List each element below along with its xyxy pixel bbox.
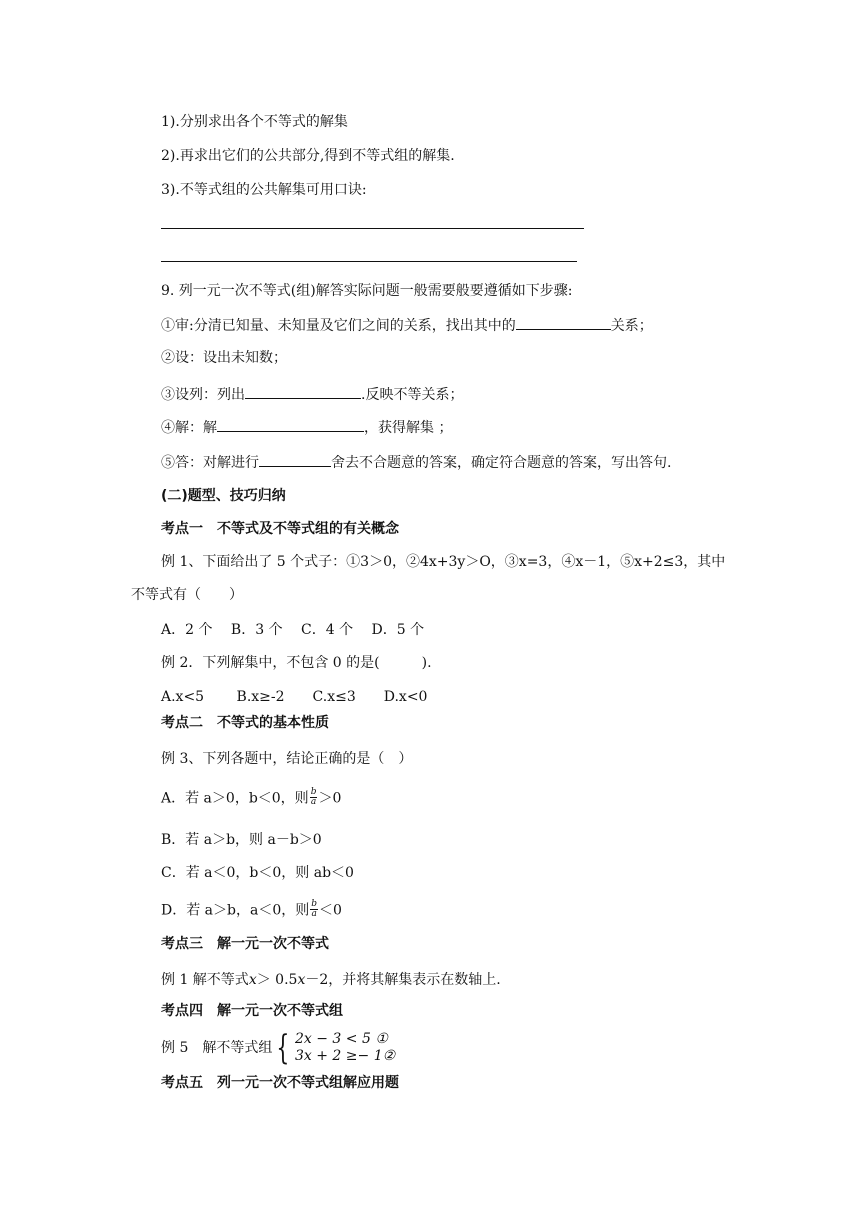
shen-blank xyxy=(516,315,611,330)
kd3-example-text-b: ＞ 0.5 xyxy=(256,972,298,988)
kd2-example-3: 例 3、下列各题中，结论正确的是（ ） xyxy=(161,751,413,767)
jie-text-b: ，获得解集 ； xyxy=(364,420,453,436)
shen-text-b: 关系； xyxy=(610,318,653,334)
kd2-heading: 考点二 不等式的基本性质 xyxy=(161,715,329,731)
variable-x: x xyxy=(297,972,306,988)
kd2-option-c: C．若 a＜0，b＜0，则 ab＜0 xyxy=(161,865,354,881)
kd1-example-1-line-2: 不等式有（ ） xyxy=(131,587,243,603)
kd1-heading: 考点一 不等式及不等式组的有关概念 xyxy=(161,521,399,537)
kd1-example-1-line-1: 例 1、下面给出了 5 个式子：①3＞0，②4x+3y＞O，③x=3，④x－1，⑤x+2≤3，其中 xyxy=(161,554,726,570)
variable-x: x xyxy=(248,972,257,988)
fraction-numerator: b xyxy=(311,899,318,909)
kd1-example-2-options: A.x<5 B.x≥-2 C.x≤3 D.x<0 xyxy=(161,689,428,705)
lie-text-a: ③设列：列出 xyxy=(161,387,245,403)
kd2-option-d xyxy=(161,901,342,920)
kd3-example-text-a: 例 1 解不等式 xyxy=(161,972,249,988)
left-brace: { xyxy=(276,1028,290,1068)
jie-blank xyxy=(217,417,364,432)
item-9-jie xyxy=(161,417,452,437)
kd3-heading: 考点三 解一元一次不等式 xyxy=(161,936,329,952)
da-text-a: ⑤答：对解进行 xyxy=(161,455,259,471)
answer-blank-line-1 xyxy=(161,228,584,229)
kd4-heading: 考点四 解一元一次不等式组 xyxy=(161,1003,343,1019)
kd1-example-2: 例 2．下列解集中，不包含 0 的是( ). xyxy=(161,655,432,671)
item-9-da xyxy=(161,452,671,472)
section-2-heading: (二)题型、技巧归纳 xyxy=(161,488,286,504)
option-d-text: D．若 a＞b，a＜0，则 xyxy=(161,902,310,919)
option-a-rel: ＞0 xyxy=(318,790,342,807)
jie-text-a: ④解：解 xyxy=(161,420,217,436)
lie-blank xyxy=(245,384,361,399)
inequality-system xyxy=(272,1028,396,1068)
step-3: 3).不等式组的公共解集可用口诀: xyxy=(161,182,367,198)
inequality-1: 2x − 3 < 5 ① xyxy=(295,1031,388,1047)
shen-text-a: ①审:分清已知量、未知量及它们之间的关系，找出其中的 xyxy=(161,318,516,334)
fraction-b-over-a xyxy=(310,788,318,807)
fraction-denominator: a xyxy=(311,909,317,919)
item-9-intro: 9. 列一元一次不等式(组)解答实际问题一般需要般要遵循如下步骤: xyxy=(161,283,573,299)
fraction-b-over-a xyxy=(310,900,318,919)
option-a-text: A．若 a＞0，b＜0，则 xyxy=(161,790,309,807)
kd4-example-label: 例 5 解不等式组 xyxy=(161,1040,273,1056)
fraction-numerator: b xyxy=(310,787,317,797)
kd2-option-a xyxy=(161,789,341,808)
da-text-b: 舍去不合题意的答案，确定符合题意的答案，写出答句. xyxy=(331,455,672,471)
da-blank xyxy=(259,452,331,467)
step-1: 1).分别求出各个不等式的解集 xyxy=(161,114,348,130)
item-9-shen xyxy=(161,315,653,335)
kd3-example xyxy=(161,971,501,989)
option-d-rel: ＜0 xyxy=(319,902,342,919)
kd1-example-1-options: A．2 个 B．3 个 C．4 个 D．5 个 xyxy=(161,622,425,638)
fraction-denominator: a xyxy=(310,797,317,807)
inequality-2: 3x + 2 ≥− 1② xyxy=(295,1048,396,1064)
kd5-heading: 考点五 列一元一次不等式组解应用题 xyxy=(161,1075,399,1091)
answer-blank-line-2 xyxy=(161,261,577,262)
lie-text-b: .反映不等关系； xyxy=(361,387,464,403)
item-9-she: ②设：设出未知数； xyxy=(161,350,287,366)
item-9-lie xyxy=(161,384,463,404)
kd4-example-5 xyxy=(161,1030,395,1066)
step-2: 2).再求出它们的公共部分,得到不等式组的解集. xyxy=(161,148,455,164)
kd2-option-b: B．若 a＞b，则 a－b＞0 xyxy=(161,832,322,848)
kd3-example-text-c: －2，并将其解集表示在数轴上. xyxy=(305,972,501,988)
